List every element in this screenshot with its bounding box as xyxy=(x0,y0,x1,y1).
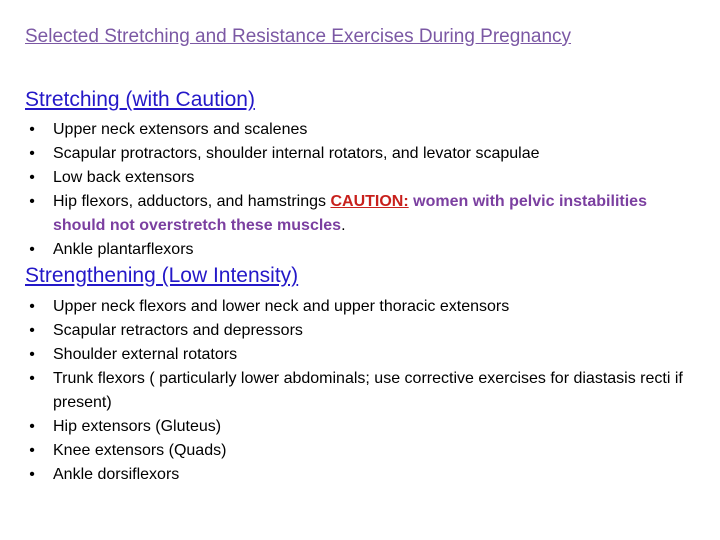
list-item xyxy=(0,166,700,190)
list-item-text: Ankle plantarflexors xyxy=(53,241,194,258)
list-item xyxy=(0,463,700,487)
list-item-text: Scapular protractors, shoulder internal rotators, and levator scapulae xyxy=(53,145,540,162)
list-item xyxy=(0,367,700,415)
caution-label: CAUTION: xyxy=(330,193,409,210)
bullet-icon: • xyxy=(29,298,35,315)
list-item xyxy=(0,415,700,439)
bullet-icon: • xyxy=(29,442,35,459)
stretching-list xyxy=(0,118,700,262)
list-item-text: Trunk flexors ( particularly lower abdominals; use corrective exercises for diastasis recti if present) xyxy=(53,370,683,411)
bullet-icon: • xyxy=(29,145,35,162)
list-item-text: Upper neck extensors and scalenes xyxy=(53,121,308,138)
list-item xyxy=(0,439,700,463)
list-item-text: Hip extensors (Gluteus) xyxy=(53,418,222,435)
list-item xyxy=(0,118,700,142)
bullet-icon: • xyxy=(29,466,35,483)
slide-title: Selected Stretching and Resistance Exercises During Pregnancy xyxy=(25,26,572,47)
bullet-icon: • xyxy=(29,169,35,186)
strengthening-list xyxy=(0,295,700,487)
list-item-text: Ankle dorsiflexors xyxy=(53,466,180,483)
list-item xyxy=(0,343,700,367)
bullet-icon: • xyxy=(29,322,35,339)
caution-end: . xyxy=(341,217,346,234)
list-item xyxy=(0,319,700,343)
bullet-icon: • xyxy=(29,193,35,210)
list-item-text: Hip flexors, adductors, and hamstrings xyxy=(53,193,327,210)
section-heading-strengthening: Strengthening (Low Intensity) xyxy=(25,264,299,287)
list-item xyxy=(0,238,700,262)
list-item xyxy=(0,142,700,166)
list-item-text: Knee extensors (Quads) xyxy=(53,442,227,459)
bullet-icon: • xyxy=(29,121,35,138)
bullet-icon: • xyxy=(29,418,35,435)
list-item-text: Scapular retractors and depressors xyxy=(53,322,303,339)
list-item xyxy=(0,190,700,238)
list-item-text: Upper neck flexors and lower neck and upper thoracic extensors xyxy=(53,298,510,315)
caution-text: women with pelvic instabilities should not overstretch these muscles xyxy=(53,193,647,234)
bullet-icon: • xyxy=(29,241,35,258)
list-item-text: Low back extensors xyxy=(53,169,195,186)
bullet-icon: • xyxy=(29,346,35,363)
list-item-text: Shoulder external rotators xyxy=(53,346,238,363)
section-heading-stretching: Stretching (with Caution) xyxy=(25,88,255,111)
list-item xyxy=(0,295,700,319)
bullet-icon: • xyxy=(29,370,35,387)
